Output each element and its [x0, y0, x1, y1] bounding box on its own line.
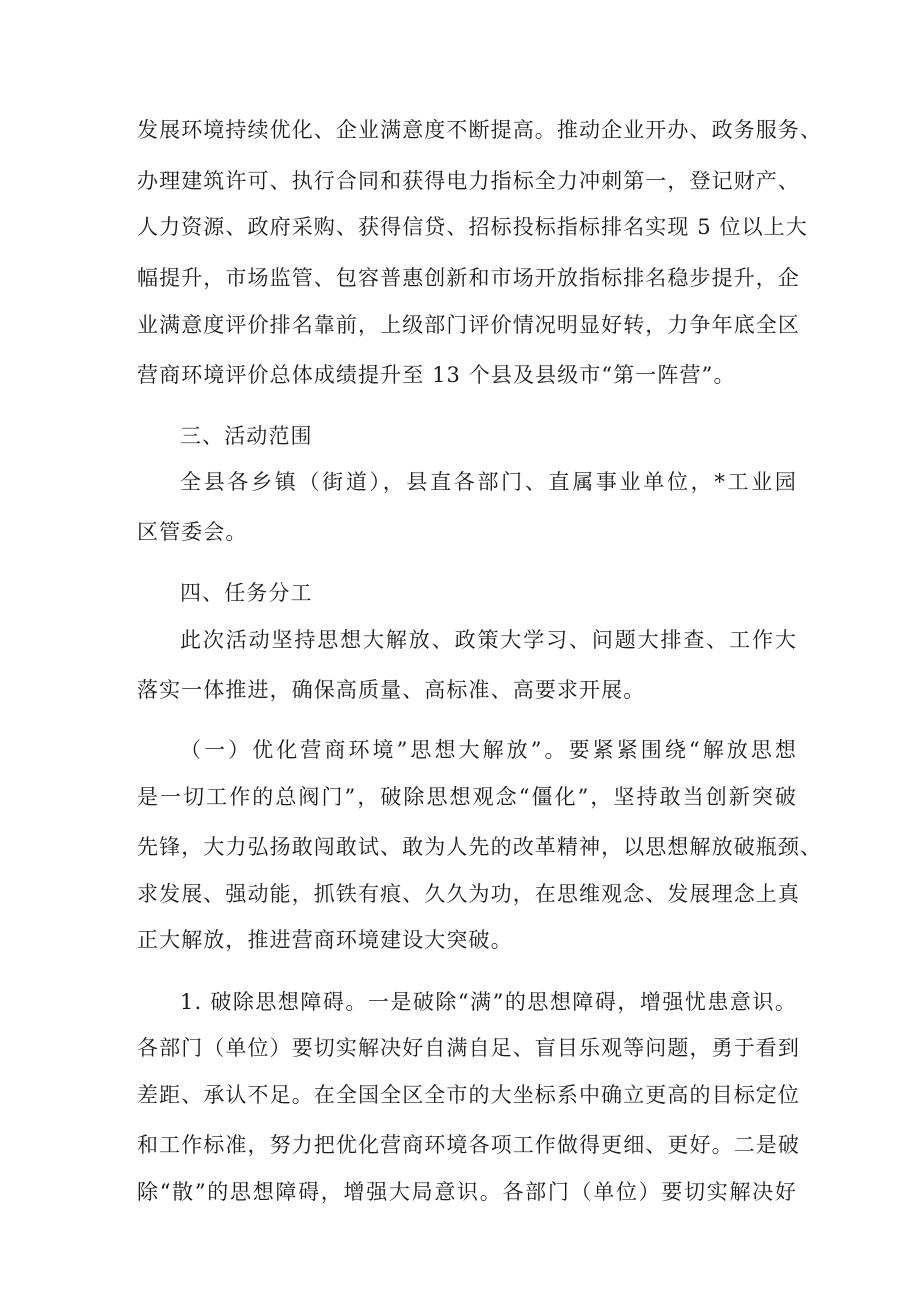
paragraph-line: 幅提升，市场监管、包容普惠创新和市场开放指标排名稳步提升，企 — [137, 266, 800, 290]
paragraph-line: 差距、承认不足。在全国全区全市的大坐标系中确立更高的目标定位 — [137, 1083, 800, 1107]
paragraph-line: 先锋，大力弘扬敢闯敢试、敢为人先的改革精神，以思想解放破瓶颈、 — [137, 835, 823, 859]
paragraph-line: 落实一体推进，确保高质量、高标准、高要求开展。 — [137, 678, 646, 702]
section-heading: 三、活动范围 — [180, 424, 313, 448]
paragraph-line: 全县各乡镇（街道），县直各部门、直属事业单位，*工业园 — [180, 470, 797, 494]
paragraph-line: 正大解放，推进营商环境建设大突破。 — [137, 928, 513, 952]
paragraph-line: 各部门（单位）要切实解决好自满自足、盲目乐观等问题，勇于看到 — [137, 1036, 800, 1060]
paragraph-line: 区管委会。 — [137, 520, 248, 544]
paragraph-line: 和工作标准，努力把优化营商环境各项工作做得更细、更好。二是破 — [137, 1133, 800, 1157]
paragraph-line: 除“散”的思想障碍，增强大局意识。各部门（单位）要切实解决好 — [137, 1180, 797, 1204]
paragraph-line: 发展环境持续优化、企业满意度不断提高。推动企业开办、政务服务、 — [137, 118, 823, 142]
paragraph-line: 是一切工作的总阀门”，破除思想观念“僵化”，坚持敢当创新突破 — [137, 785, 797, 809]
paragraph-line: 人力资源、政府采购、获得信贷、招标投标指标排名实现 5 位以上大 — [137, 215, 808, 239]
paragraph-line: 求发展、强动能，抓铁有痕、久久为功，在思维观念、发展理念上真 — [137, 882, 800, 906]
paragraph-line: 办理建筑许可、执行合同和获得电力指标全力冲刺第一，登记财产、 — [137, 169, 800, 193]
subsection-line: （一）优化营商环境”思想大解放”。要紧紧围绕“解放思想 — [180, 738, 797, 762]
paragraph-line: 业满意度评价排名靠前，上级部门评价情况明显好转，力争年底全区 — [137, 313, 800, 337]
numbered-item-line: 1. 破除思想障碍。一是破除“满”的思想障碍，增强忧患意识。 — [180, 990, 797, 1014]
section-heading: 四、任务分工 — [180, 581, 313, 605]
paragraph-line: 营商环境评价总体成绩提升至 13 个县及县级市“第一阵营”。 — [137, 363, 736, 387]
paragraph-line: 此次活动坚持思想大解放、政策大学习、问题大排查、工作大 — [180, 628, 797, 652]
